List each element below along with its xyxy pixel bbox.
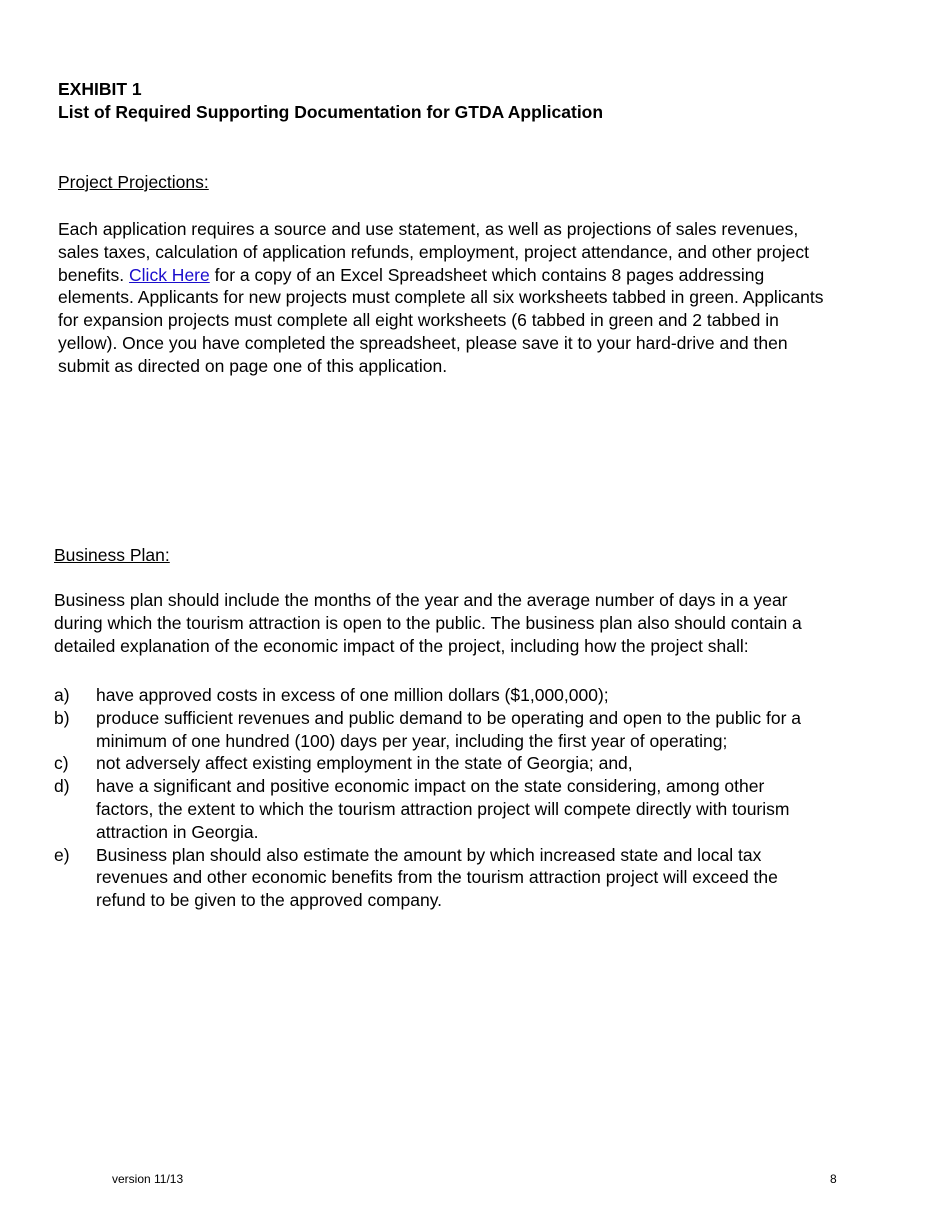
list-item-line: Business plan should also estimate the amount by which increased state and local tax — [96, 844, 762, 865]
paragraph-line: yellow). Once you have completed the spreadsheet, please save it to your hard-drive and then — [58, 332, 788, 353]
list-marker: a) — [54, 685, 70, 705]
paragraph-line: elements. Applicants for new projects must complete all six worksheets tabbed in green. Applicants — [58, 287, 824, 308]
list-marker: d) — [54, 776, 70, 797]
list-item — [54, 752, 874, 775]
spreadsheet-link[interactable]: Click Here — [129, 264, 210, 285]
document-title: List of Required Supporting Documentation for GTDA Application — [58, 102, 604, 122]
business-plan-intro — [54, 589, 802, 657]
list-item-line: attraction in Georgia. — [96, 821, 259, 842]
paragraph-line — [58, 264, 824, 287]
business-plan-requirements-list — [54, 684, 874, 912]
exhibit-label: EXHIBIT 1 — [58, 79, 142, 99]
paragraph-line: sales taxes, calculation of application refunds, employment, project attendance, and other project — [58, 241, 809, 262]
paragraph-line: detailed explanation of the economic impact of the project, including how the project shall: — [54, 635, 749, 656]
list-item-line: have approved costs in excess of one million dollars ($1,000,000); — [96, 685, 609, 705]
version-label: version 11/13 — [112, 1172, 184, 1186]
exhibit-heading — [58, 78, 603, 124]
list-item-line: not adversely affect existing employment in the state of Georgia; and, — [96, 753, 633, 774]
page-number: 8 — [830, 1172, 837, 1186]
project-projections-paragraph — [58, 218, 824, 378]
list-item-line: produce sufficient revenues and public demand to be operating and open to the public for a — [96, 707, 802, 728]
list-item — [54, 707, 874, 753]
list-item — [54, 775, 874, 843]
paragraph-text: benefits. — [58, 264, 130, 285]
list-item-line: refund to be given to the approved company. — [96, 890, 443, 911]
project-projections-title: Project Projections: — [58, 172, 209, 192]
list-marker: e) — [54, 844, 70, 865]
paragraph-line: Each application requires a source and use statement, as well as projections of sales revenues, — [58, 219, 799, 239]
list-item — [54, 684, 874, 707]
paragraph-text: for a copy of an Excel Spreadsheet which contains 8 pages addressing — [209, 264, 765, 285]
paragraph-line: for expansion projects must complete all eight worksheets (6 tabbed in green and 2 tabbed in — [58, 310, 779, 331]
list-item-line: factors, the extent to which the tourism attraction project will compete directly with tourism — [96, 798, 790, 819]
list-item-line: have a significant and positive economic impact on the state considering, among other — [96, 776, 765, 797]
list-item-line: revenues and other economic benefits from the tourism attraction project will exceed the — [96, 867, 778, 888]
list-marker: b) — [54, 707, 70, 728]
paragraph-line: submit as directed on page one of this application. — [58, 355, 448, 376]
list-marker: c) — [54, 753, 69, 774]
list-item-line: minimum of one hundred (100) days per year, including the first year of operating; — [96, 730, 728, 751]
list-item — [54, 844, 874, 912]
business-plan-title: Business Plan: — [54, 545, 170, 565]
paragraph-line: Business plan should include the months of the year and the average number of days in a year — [54, 590, 788, 610]
paragraph-line: during which the tourism attraction is open to the public. The business plan also should contain a — [54, 612, 802, 633]
